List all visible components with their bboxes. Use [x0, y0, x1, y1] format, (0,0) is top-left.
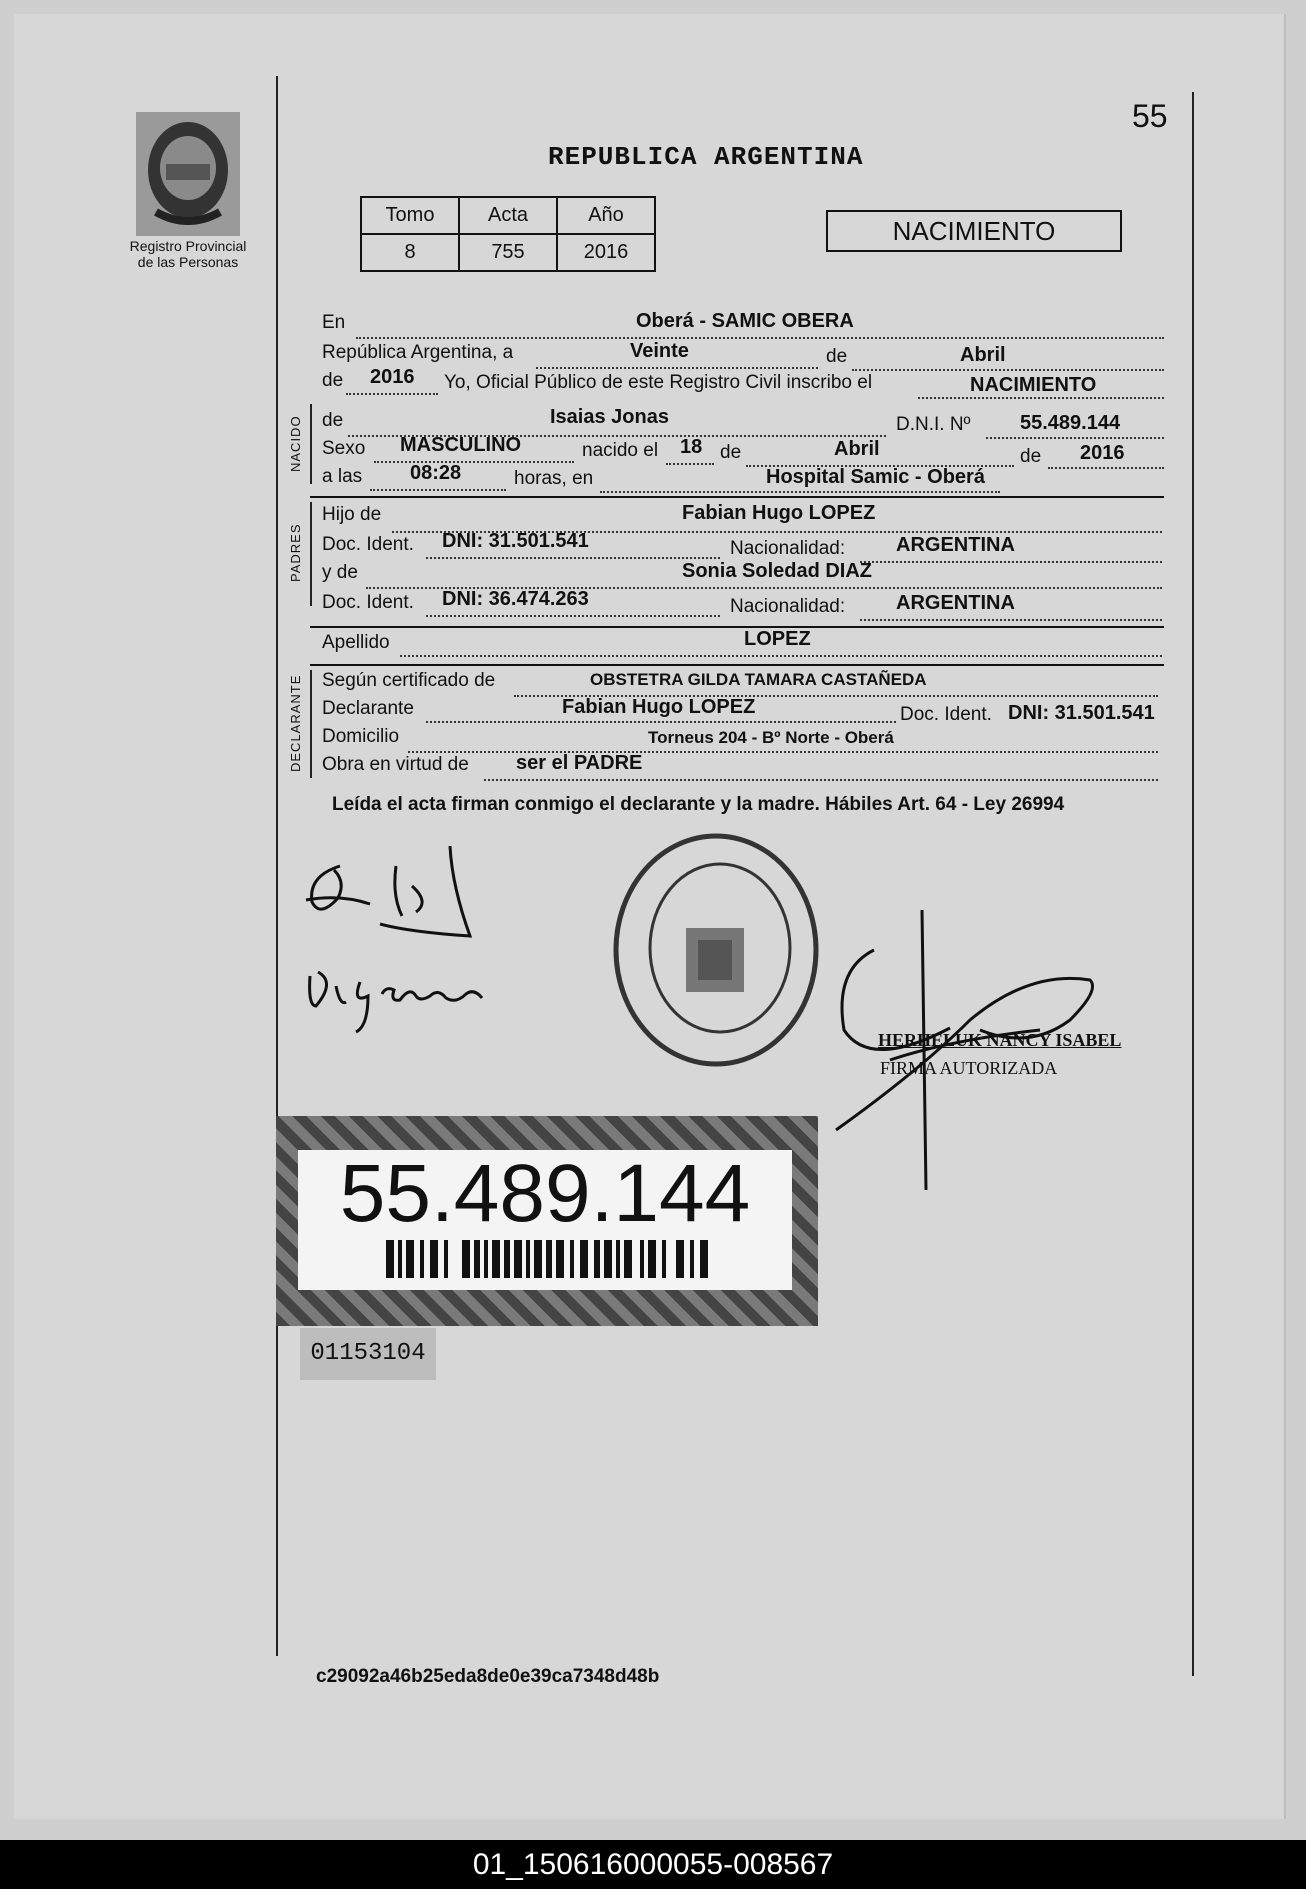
tomo-value: 8	[361, 234, 459, 271]
section-separator	[310, 664, 1164, 666]
nacido-de3-label: de	[1020, 446, 1042, 467]
acta-value: 755	[459, 234, 557, 271]
dotted-line	[918, 397, 1164, 399]
section-separator	[310, 626, 1164, 628]
child-name-value: Isaias Jonas	[550, 406, 669, 428]
declarante-label: Declarante	[322, 698, 414, 719]
year-value: 2016	[370, 366, 415, 388]
document-hash: c29092a46b25eda8de0e39ca7348d48b	[316, 1666, 660, 1687]
dotted-line	[484, 779, 1158, 781]
official-signature	[830, 910, 1120, 1200]
declarante-section-label: DECLARANTE	[288, 674, 303, 772]
reference-number: 01153104	[300, 1328, 436, 1380]
anio-header: Año	[557, 197, 655, 234]
padres-bracket	[310, 502, 312, 606]
declarante-doc-label: Doc. Ident.	[900, 704, 992, 725]
dotted-line	[666, 463, 714, 465]
declarante-bracket	[310, 670, 312, 778]
scan-footer: 01_150616000055-008567	[0, 1840, 1306, 1889]
left-margin-line	[276, 76, 278, 1656]
birth-month-value: Abril	[834, 438, 880, 460]
birth-place-value: Hospital Samic - Oberá	[766, 466, 985, 488]
page-number: 55	[1132, 98, 1168, 134]
barcode-number: 55.489.144	[339, 1148, 751, 1239]
closing-statement: Leída el acta firman conmigo el declarante y la madre. Hábiles Art. 64 - Ley 26994	[332, 794, 1065, 815]
de-year-label: de	[322, 370, 344, 391]
nacido-bracket	[310, 404, 312, 484]
section-separator	[310, 496, 1164, 498]
de-label: de	[826, 346, 848, 367]
birth-time-value: 08:28	[410, 462, 462, 484]
dotted-line	[860, 561, 1162, 563]
birth-year-value: 2016	[1080, 442, 1125, 464]
a-las-label: a las	[322, 466, 363, 487]
domicilio-value: Torneus 204 - Bº Norte - Oberá	[648, 728, 894, 747]
mother-name-value: Sonia Soledad DIAZ	[682, 560, 873, 582]
province-crest-logo	[136, 112, 240, 236]
declarante-name-value: Fabian Hugo LOPEZ	[562, 696, 756, 718]
dotted-line	[860, 619, 1162, 621]
father-doc-label: Doc. Ident.	[322, 534, 414, 555]
registry-line-1: Registro Provincial	[129, 238, 247, 254]
event-value: NACIMIENTO	[970, 374, 1097, 396]
dotted-line	[346, 393, 438, 395]
republica-label: República Argentina, a	[322, 342, 514, 363]
padres-section-label: PADRES	[288, 523, 303, 582]
nacido-section-label: NACIDO	[288, 415, 303, 472]
dotted-line	[852, 369, 1164, 371]
mother-doc-value: DNI: 36.474.263	[442, 588, 589, 610]
father-name-value: Fabian Hugo LOPEZ	[682, 502, 876, 524]
day-words-value: Veinte	[630, 340, 689, 362]
record-table	[360, 196, 656, 272]
nacido-el-label: nacido el	[582, 440, 659, 461]
nacido-de-label: de	[322, 410, 344, 431]
mother-nationality-value: ARGENTINA	[896, 592, 1015, 614]
right-margin-line	[1192, 92, 1194, 1676]
dotted-line	[400, 655, 1162, 657]
sexo-label: Sexo	[322, 438, 366, 459]
official-name: HERHELUK NANCY ISABEL	[878, 1030, 1122, 1050]
en-label: En	[322, 312, 346, 333]
official-title: FIRMA AUTORIZADA	[880, 1058, 1058, 1078]
apellido-label: Apellido	[322, 632, 390, 653]
dotted-line	[600, 491, 1000, 493]
registry-caption	[118, 238, 258, 270]
mother-signature	[306, 956, 496, 1036]
dotted-line	[370, 489, 506, 491]
birth-day-value: 18	[680, 436, 703, 458]
statement-text: Yo, Oficial Público de este Registro Civil inscribo el	[444, 372, 873, 393]
certificate-value: OBSTETRA GILDA TAMARA CASTAÑEDA	[590, 670, 927, 689]
dotted-line	[986, 437, 1164, 439]
apellido-value: LOPEZ	[744, 628, 811, 650]
mother-nac-label: Nacionalidad:	[730, 596, 846, 617]
obra-label: Obra en virtud de	[322, 754, 469, 775]
dotted-line	[426, 721, 896, 723]
nacido-de2-label: de	[720, 442, 742, 463]
horas-label: horas, en	[514, 468, 594, 489]
father-doc-value: DNI: 31.501.541	[442, 530, 589, 552]
mother-doc-label: Doc. Ident.	[322, 592, 414, 613]
dotted-line	[536, 367, 818, 369]
barcode-bars	[386, 1240, 710, 1278]
place-value: Oberá - SAMIC OBERA	[636, 310, 854, 332]
child-dni-value: 55.489.144	[1020, 412, 1121, 434]
hijo-de-label: Hijo de	[322, 504, 382, 525]
registry-stamp	[610, 830, 824, 1100]
dotted-line	[426, 557, 720, 559]
obra-value: ser el PADRE	[516, 752, 643, 774]
dotted-line	[426, 615, 720, 617]
cert-label: Según certificado de	[322, 670, 496, 691]
y-de-label: y de	[322, 562, 358, 583]
dni-label: D.N.I. Nº	[896, 414, 971, 435]
dotted-line	[1048, 467, 1164, 469]
domicilio-label: Domicilio	[322, 726, 400, 747]
month-value: Abril	[960, 344, 1006, 366]
father-nac-label: Nacionalidad:	[730, 538, 846, 559]
act-type-box: NACIMIENTO	[826, 210, 1122, 252]
father-nationality-value: ARGENTINA	[896, 534, 1015, 556]
dotted-line	[356, 337, 1164, 339]
acta-header: Acta	[459, 197, 557, 234]
declarante-doc-value: DNI: 31.501.541	[1008, 702, 1155, 724]
registry-line-2: de las Personas	[137, 254, 239, 270]
country-title: REPUBLICA ARGENTINA	[548, 142, 864, 172]
dotted-line	[374, 461, 574, 463]
tomo-header: Tomo	[361, 197, 459, 234]
anio-value: 2016	[557, 234, 655, 271]
sexo-value: MASCULINO	[400, 434, 522, 456]
